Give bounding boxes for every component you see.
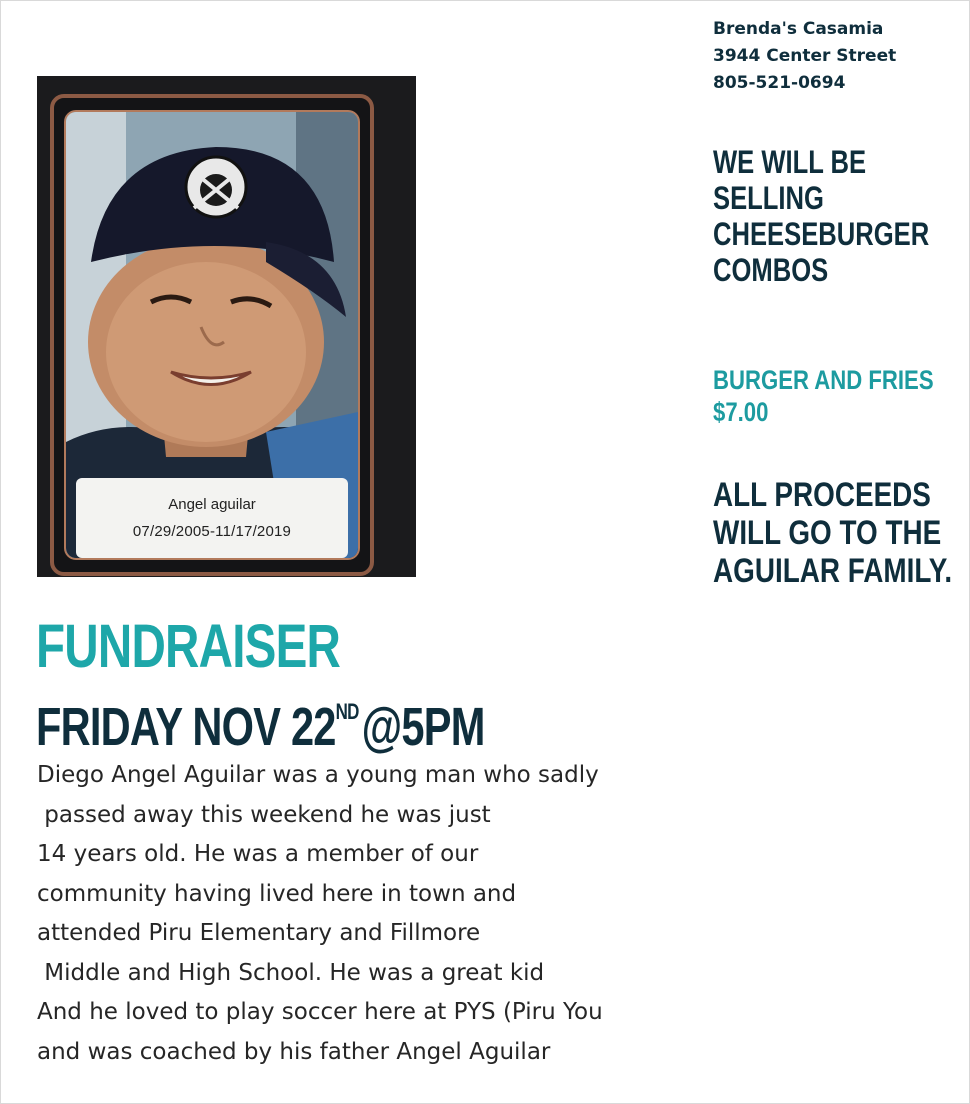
memorial-photo bbox=[37, 76, 416, 577]
price-amount: $7.00 bbox=[713, 397, 769, 427]
name-plate bbox=[76, 478, 348, 558]
story-line: passed away this weekend he was just bbox=[37, 801, 491, 828]
date-suffix: ND bbox=[335, 699, 359, 724]
phone-number: 805-521-0694 bbox=[713, 73, 846, 93]
event-time: @5PM bbox=[361, 697, 485, 757]
selling-line: WE WILL BE bbox=[713, 144, 867, 180]
story-line: and was coached by his father Angel Aguilar bbox=[37, 1038, 551, 1065]
story-line: community having lived here in town and bbox=[37, 880, 517, 907]
selling-announcement bbox=[713, 144, 929, 288]
memorial-name: Angel aguilar bbox=[168, 496, 256, 513]
selling-line: COMBOS bbox=[713, 252, 829, 288]
story-line: attended Piru Elementary and Fillmore bbox=[37, 920, 481, 946]
selling-line: CHEESEBURGER bbox=[713, 216, 930, 252]
business-address bbox=[713, 16, 896, 97]
story-text bbox=[37, 756, 603, 1072]
selling-line: SELLING bbox=[713, 180, 824, 216]
street-address: 3944 Center Street bbox=[713, 46, 897, 66]
price-item: BURGER AND FRIES bbox=[713, 365, 934, 395]
proceeds-note bbox=[713, 476, 952, 590]
event-date bbox=[36, 683, 485, 756]
story-line: Middle and High School. He was a great kid bbox=[37, 959, 545, 986]
price-info bbox=[713, 364, 934, 428]
proceeds-line: WILL GO TO THE bbox=[713, 514, 942, 552]
story-line: 14 years old. He was a member of our bbox=[37, 841, 479, 867]
proceeds-line: ALL PROCEEDS bbox=[713, 476, 931, 514]
proceeds-line: AGUILAR FAMILY. bbox=[713, 552, 953, 590]
memorial-dates: 07/29/2005-11/17/2019 bbox=[132, 523, 292, 540]
event-day: FRIDAY NOV 22 bbox=[36, 697, 336, 757]
story-line: And he loved to play soccer here at PYS (Piru You bbox=[37, 999, 603, 1025]
photo-card bbox=[50, 94, 374, 576]
story-line: Diego Angel Aguilar was a young man who sadly bbox=[37, 762, 599, 788]
business-name: Brenda's Casamia bbox=[713, 19, 884, 39]
fundraiser-title: FUNDRAISER bbox=[36, 612, 341, 680]
